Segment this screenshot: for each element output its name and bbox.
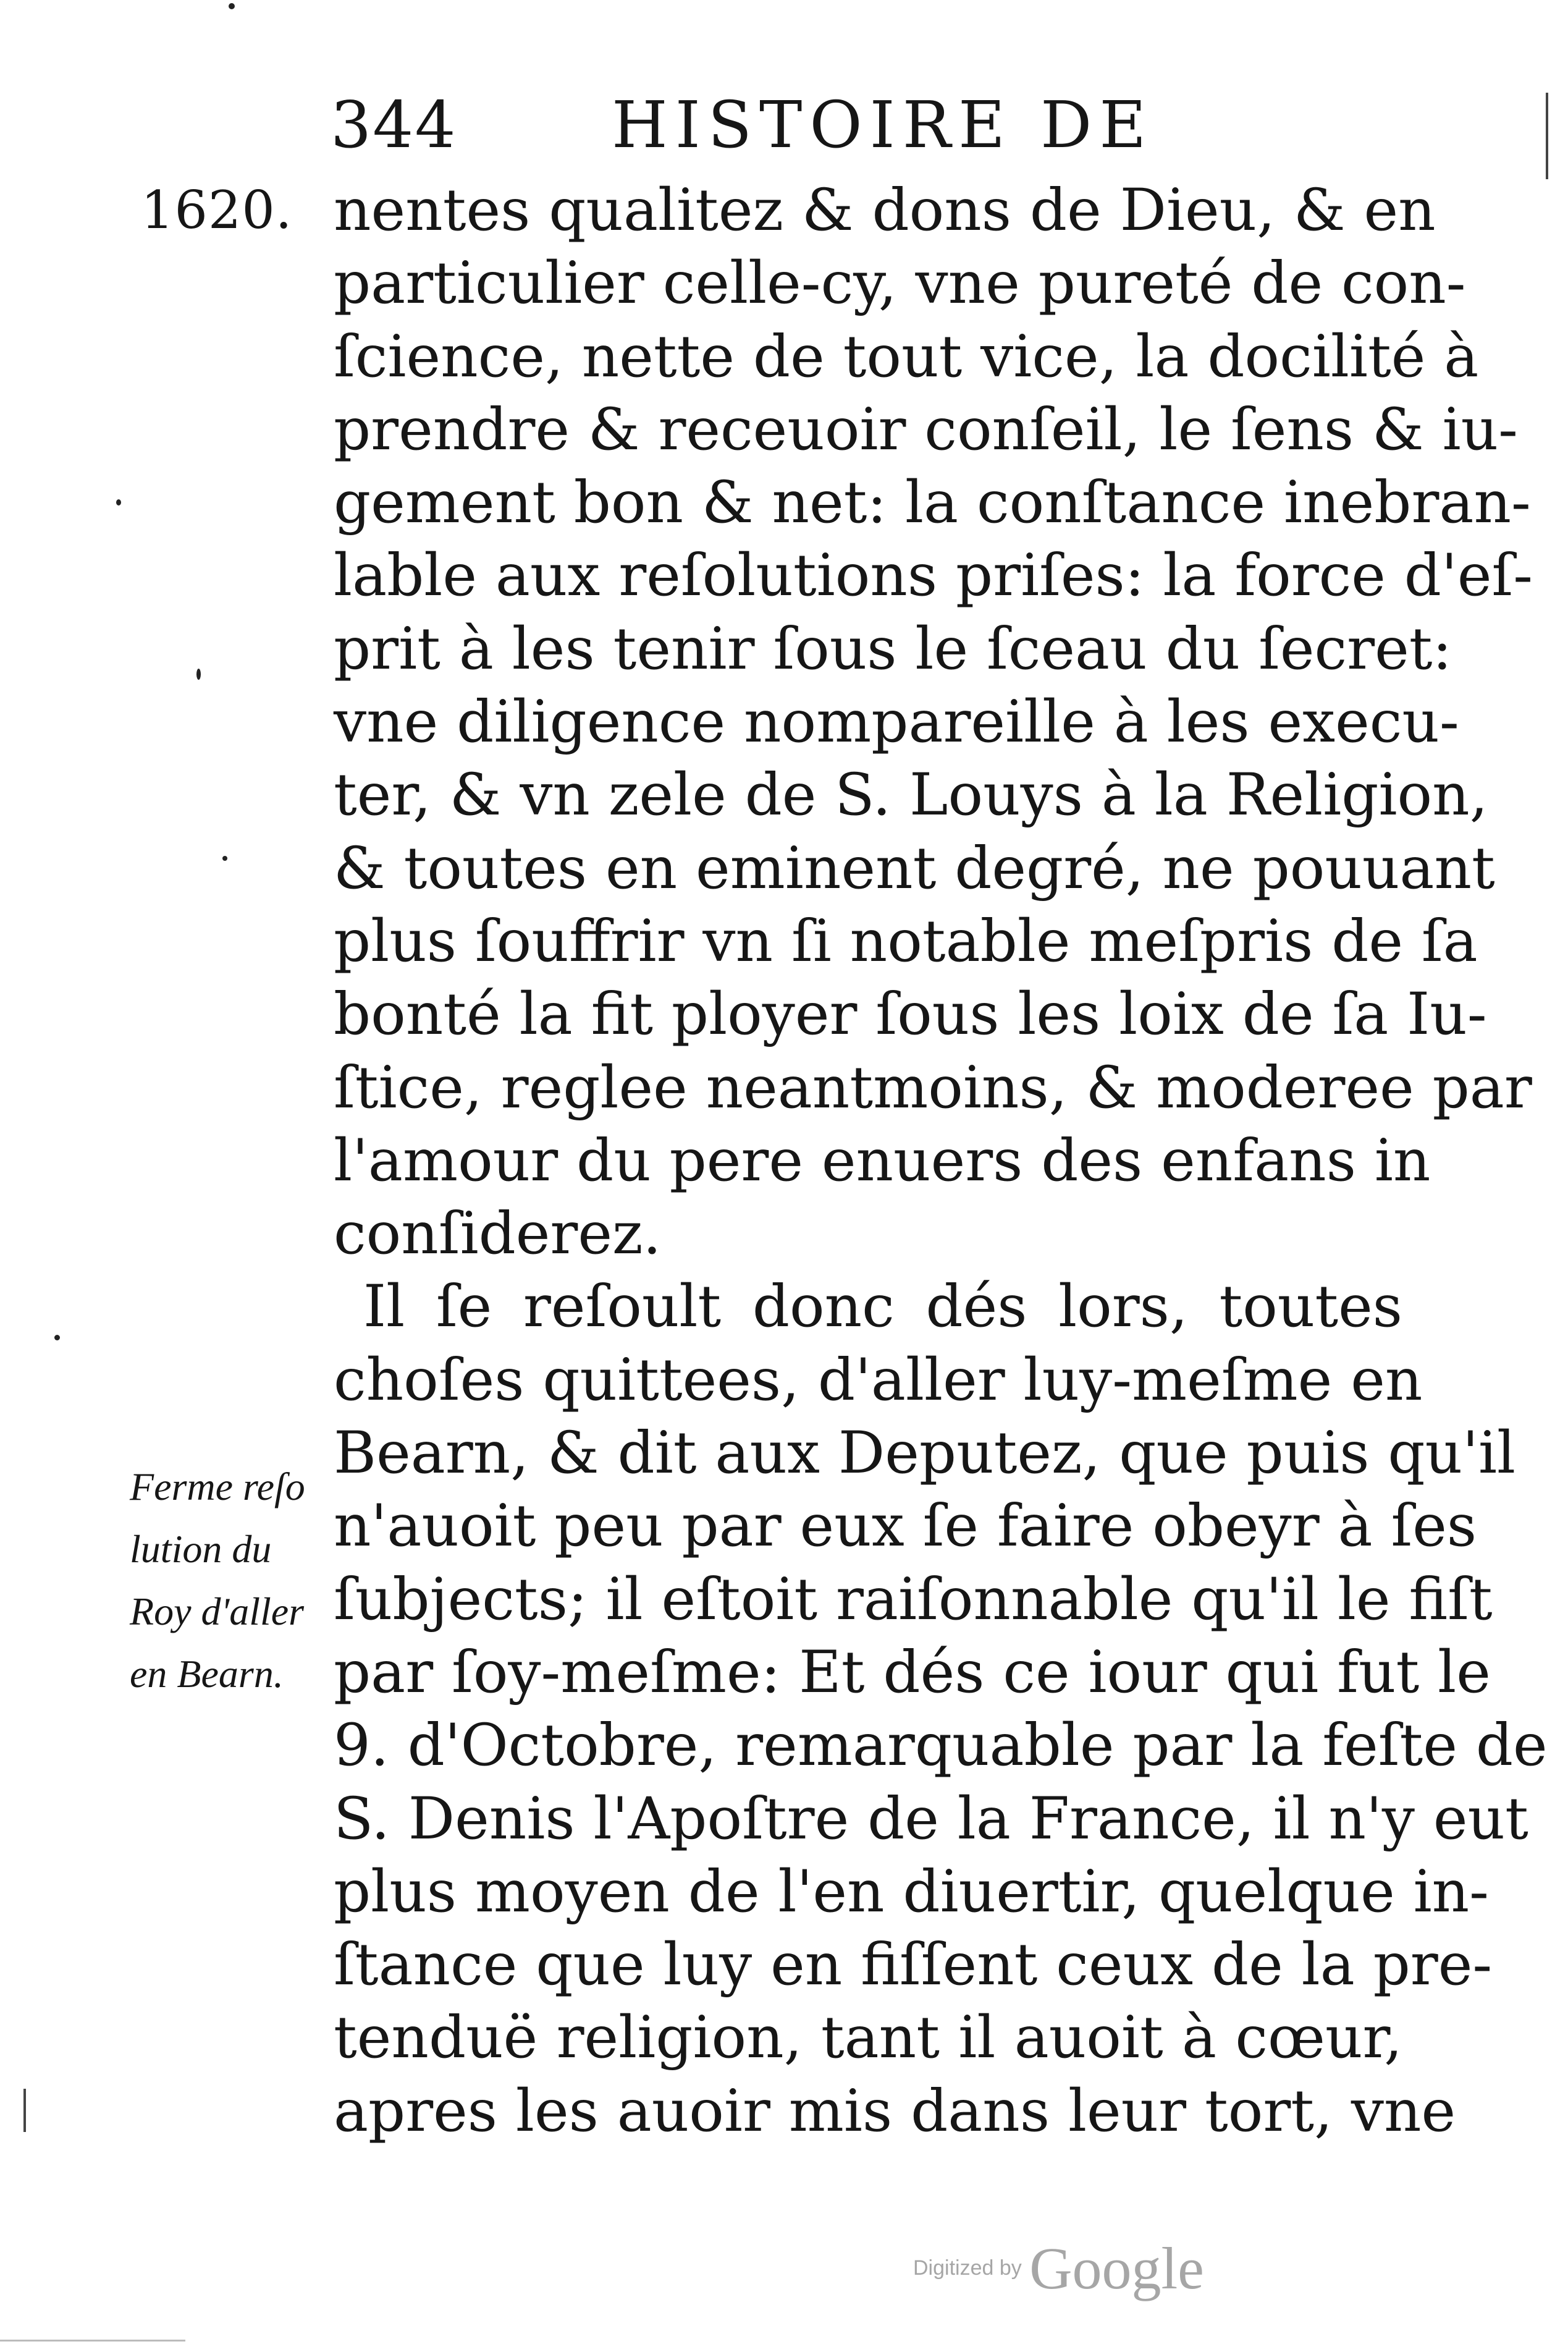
- text-line: par ſoy-meſme: Et dés ce iour qui fut le: [334, 1638, 1491, 1706]
- google-logo: Google: [1029, 2235, 1204, 2301]
- text-line: gement bon & net: la conſtance inebran-: [334, 469, 1531, 537]
- scan-speck: [229, 3, 235, 9]
- year-margin: 1620.: [141, 180, 293, 240]
- text-line: prit à les tenir ſous le ſceau du ſecret:: [334, 615, 1452, 683]
- text-line: 9. d'Octobre, remarquable par la feſte de: [334, 1712, 1548, 1780]
- scan-speck: [222, 856, 227, 861]
- text-line: plus moyen de l'en diuertir, quelque in-: [334, 1858, 1489, 1926]
- body-text: [334, 174, 1548, 2148]
- text-line: & toutes en eminent degré, ne pouuant: [334, 834, 1495, 902]
- marginal-note: [130, 1455, 352, 1705]
- scan-speck: [196, 669, 201, 680]
- text-line: Bearn, & dit aux Deputez, que puis qu'il: [334, 1419, 1516, 1487]
- text-line: ſubjects; il eſtoit raiſonnable qu'il le fiſt: [334, 1565, 1493, 1633]
- text-line: ſtice, reglee neantmoins, & moderee par: [334, 1054, 1532, 1122]
- text-line: nentes qualitez & dons de Dieu, & en: [334, 177, 1436, 244]
- text-line: lable aux reſolutions priſes: la force d'eſ-: [334, 542, 1533, 610]
- text-line: plus ſouffrir vn ſi notable meſpris de ſa: [334, 907, 1478, 975]
- digitized-by-label: Digitized by: [913, 2256, 1022, 2280]
- marginal-note-line: en Bearn.: [130, 1652, 284, 1696]
- scan-edge-mark: [23, 2089, 26, 2132]
- text-line: l'amour du pere enuers des enfans in: [334, 1127, 1431, 1195]
- marginal-note-line: Ferme reſo: [130, 1465, 305, 1508]
- scan-edge-mark: [1546, 93, 1548, 179]
- text-line: choſes quittees, d'aller luy-meſme en: [334, 1346, 1423, 1414]
- marginal-note-line: lution du: [130, 1527, 272, 1571]
- text-line: bonté la fit ployer ſous les loix de ſa Iu-: [334, 981, 1487, 1049]
- text-line: ſtance que luy en fiſſent ceux de la pre-: [334, 1931, 1493, 1999]
- text-line: ter, & vn zele de S. Louys à la Religion,: [334, 761, 1488, 829]
- text-line: prendre & receuoir conſeil, le ſens & iu-: [334, 396, 1518, 463]
- text-line: vne diligence nompareille à les execu-: [334, 688, 1459, 756]
- text-line: S. Denis l'Apoſtre de la France, il n'y eut: [334, 1785, 1528, 1853]
- paragraph-start-line: Il ſe reſoult donc dés lors, toutes: [363, 1273, 1402, 1341]
- scan-edge-mark: [0, 2340, 185, 2341]
- text-line: ſcience, nette de tout vice, la docilité à: [334, 323, 1479, 391]
- text-line: n'auoit peu par eux ſe faire obeyr à ſes: [334, 1492, 1477, 1560]
- marginal-note-line: Roy d'aller: [130, 1589, 305, 1633]
- scan-speck: [116, 499, 121, 506]
- text-line: conſiderez.: [334, 1200, 662, 1268]
- text-line: apres les auoir mis dans leur tort, vne: [334, 2077, 1456, 2145]
- text-line: tenduë religion, tant il auoit à cœur,: [334, 2004, 1402, 2072]
- text-line: particulier celle-cy, vne pureté de con-: [334, 250, 1466, 318]
- page-number: 344: [331, 87, 457, 163]
- running-head: HISTOIRE DE: [612, 87, 1154, 163]
- scan-speck: [54, 1335, 60, 1340]
- digitized-watermark: [913, 2234, 1204, 2303]
